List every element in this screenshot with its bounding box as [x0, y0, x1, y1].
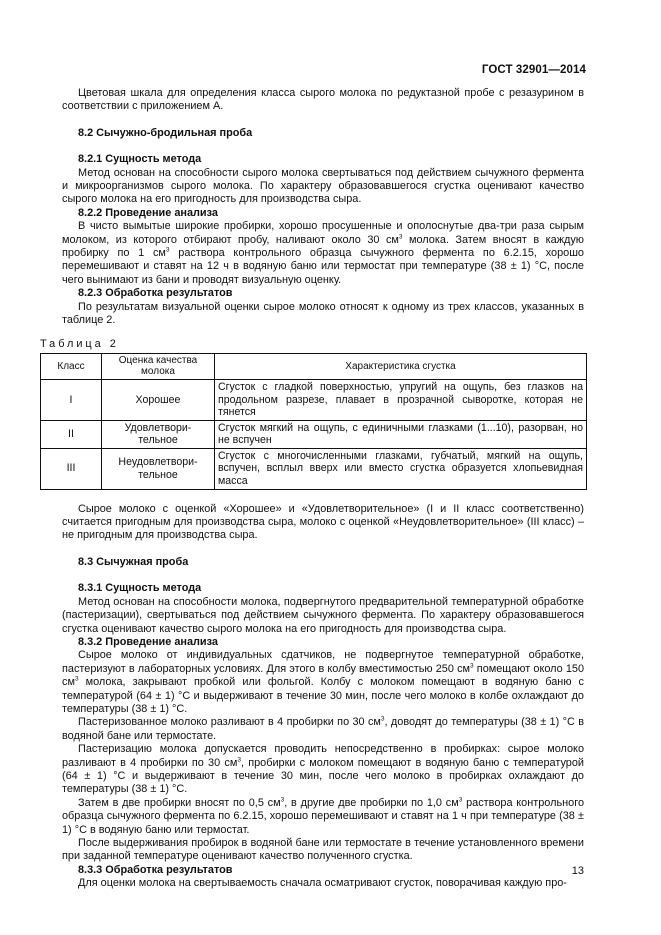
section-8-3-2-paragraph-2: Пастеризованное молоко разливают в 4 пробирки по 30 $см^3$, доводят до температуры (38 ± 1) °С в водяной бане или термостате. — [62, 715, 584, 742]
table-header-row — [41, 353, 587, 379]
intro-paragraph: Цветовая шкала для определения класса сырого молока по редуктазной пробе с резазурином в соответствии с приложением А. — [62, 87, 584, 113]
section-8-3-2-paragraph-5: После выдерживания пробирок в водяной бане или термостате в течение установленного времени при заданной температуре оценивают качество полученного сгустка. — [62, 837, 584, 863]
section-8-3-1-title: 8.3.1 Сущность метода — [78, 582, 202, 595]
table-caption: Таблица 2 — [40, 337, 119, 350]
table-cell-description: Сгусток с многочисленными глазками, губчатый, мягкий на ощупь, вспучен, всплыл вверх или вместо сгустка образуется хлопьевидная масса — [215, 448, 587, 489]
section-8-3-2-paragraph-1: Сырое молоко от индивидуальных сдатчиков, не подвергнутое температурной обработке, пастеризуют в лабораторных условиях. Для этого в колбу вместимостью 250 $см^3$ помещают около 150 $см^3$ молока, закрывают пробкой или фольгой. Колбу с молоком помещают в водяную баню с температурой (64 ± 1) °С и выдерживают в течение 30 мин, после чего молоко в колбе охлаждают до температуры (38 ± 1) °С. — [62, 649, 585, 715]
section-8-2-3-text: По результатам визуальной оценки сырое молоко относят к одному из трех классов, указанных в таблице 2. — [62, 300, 584, 327]
section-8-2-1-title: 8.2.1 Сущность метода — [78, 153, 202, 166]
section-8-3-2-paragraph-4: Затем в две пробирки вносят по 0,5 $см^3$, в другие две пробирки по 1,0 $см^3$ раствора контрольного образца сычужного фермента по 6.2.15, хорошо перемешивают и ставят на 1 ч при температуре (38 ± 1) °С в водяную баню или термостат. — [62, 796, 584, 836]
page-number: 13 — [571, 865, 584, 877]
section-8-2-title: 8.2 Сычужно-бродильная проба — [78, 126, 253, 139]
document-header: ГОСТ 32901—2014 — [481, 64, 586, 76]
section-8-2-2-text: В чисто вымытые широкие пробирки, хорошо просушенные и ополоснутые два-три раза сырым молоком, из которого отбирают пробу, наливают около 30 $см^3$ молока. Затем вносят в каждую пробирку по 1 $см^3$ раствора контрольного образца сычужного фермента по 6.2.15, хорошо перемешивают и ставят на 12 ч в водяную баню или термостат при температуре (38 ± 1) °С, после чего вынимают из бани и проводят визуальную оценку. — [62, 220, 584, 286]
section-8-2-2-title: 8.2.2 Проведение анализа — [78, 206, 218, 219]
section-8-3-2-paragraph-3: Пастеризацию молока допускается проводить непосредственно в пробирках: сырое молоко разливают в 4 пробирки по 30 $см^3$, пробирки с молоком помещают в водяную баню с температурой (64 ± 1) °С и выдерживают в течение 30 мин, после чего молоко в пробирках охлаждают до температуры (38 ± 1) °С. — [62, 743, 584, 796]
table-header-grade: Оценка качества молока — [102, 353, 215, 379]
section-8-3-1-text: Метод основан на способности молока, подвергнутого предварительной температурной обработке (пастеризации), свертываться под действием сычужного фермента. По характеру образовавшегося сгустка оценивают качество сырого молока на его пригодность для производства сыра. — [62, 595, 584, 635]
page-body — [40, 87, 585, 891]
section-8-3-2-title: 8.3.2 Проведение анализа — [78, 635, 218, 648]
table-header-description: Характеристика сгустка — [215, 353, 587, 379]
table-cell-class: I — [41, 379, 102, 420]
table-cell-grade: Неудовлетвори-тельное — [102, 448, 215, 489]
section-8-3-3-title: 8.3.3 Обработка результатов — [78, 863, 233, 876]
table-row — [41, 420, 587, 448]
section-8-3-3-text: Для оценки молока на свертываемость сначала осматривают сгусток, поворачивая каждую про- — [78, 877, 567, 890]
table-2 — [40, 353, 587, 490]
table-header-class: Класс — [41, 353, 102, 379]
section-8-2-3-title: 8.2.3 Обработка результатов — [78, 287, 233, 300]
section-8-3-title: 8.3 Сычужная проба — [78, 555, 189, 568]
table-cell-grade: Удовлетвори-тельное — [102, 420, 215, 448]
table-cell-grade: Хорошее — [102, 379, 215, 420]
table-cell-description: Сгусток мягкий на ощупь, с единичными глазками (1...10), разорван, но не вспучен — [215, 420, 587, 448]
table-cell-class: II — [41, 420, 102, 448]
table-row — [41, 448, 587, 489]
table-cell-description: Сгусток с гладкой поверхностью, упругий на ощупь, без глазков на продольном разрезе, плавает в прозрачной сыворотке, которая не тянется — [215, 379, 587, 420]
section-8-2-1-text: Метод основан на способности сырого молока свертываться под действием сычужного фермента и микроорганизмов сырого молока. По характеру образовавшегося сгустка оценивают качество сырого молока на его пригодность для производства сыра. — [62, 166, 584, 206]
table-row — [41, 379, 587, 420]
table-cell-class: III — [41, 448, 102, 489]
after-table-paragraph: Сырое молоко с оценкой «Хорошее» и «Удовлетворительное» (I и II класс соответственно) считается пригодным для производства сыра, молоко с оценкой «Неудовлетворительное» (III класс) – не пригодным для производства сыра. — [62, 502, 584, 542]
